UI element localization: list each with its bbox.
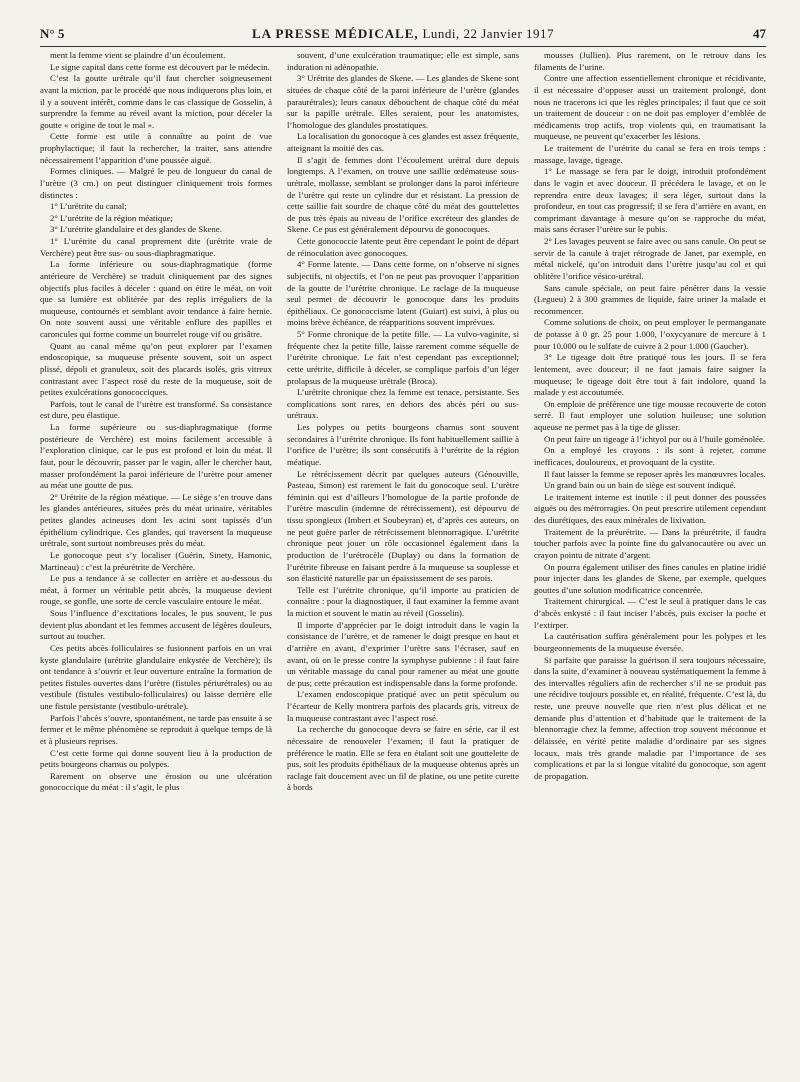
paragraph: Sous l’influence d’excitations locales, le pus souvent, le pus devient plus abondant et les femmes accusent de légères douleurs, surtout au toucher.	[40, 608, 272, 642]
paragraph: On a employé les crayons : ils sont à rejeter, comme inefficaces, douloureux, et provoquant de la cystite.	[534, 445, 766, 467]
paragraph: Un grand bain ou un bain de siège est souvent indiqué.	[544, 480, 736, 491]
column-middle	[287, 50, 519, 1074]
paragraph: Quant au canal même qu’on peut explorer par l’examen endoscopique, sa muqueuse présente souvent, soit un aspect plissé, dépoli et granuleux, soit des placards isolés, gris vitreux contrastant avec l’aspect rosé du reste de la muqueuse, soit de petites exulcérations gonococciques.	[40, 340, 272, 398]
paragraph: 2° Urétrite de la région méatique. — Le siège s’en trouve dans les glandes antérieures, situées près du méat urinaire, véritables petites glandes acineuses dont les acini sont tapissés d’un épithélium cylindrique. Ces glandes, qui traversent la muqueuse urétrale, sont surtout nombreuses près du méat.	[40, 491, 272, 549]
paragraph: L’urétrite chronique chez la femme est tenace, persistante. Ses complications sont rares, en dehors des abcès péri ou sus-urétraux.	[287, 387, 519, 421]
paragraph: Il s’agit de femmes dont l’écoulement urétral dure depuis longtemps. A l’examen, on trouve une saillie œdémateuse sous-urétrale, mollasse, semblant se prolonger dans la paroi inférieure de l’urètre qui reste un cylindre dur et résistant. La pression de cette saillie fait sourdre de chaque côté du méat des gouttelettes de pus très épais au niveau de l’orifice excréteur des glandes de Skene. Ce pus est généralement dépourvu de gonocoques.	[287, 154, 519, 235]
paragraph: Le traitement interne est inutile : il peut donner des poussées aiguës ou des métrorragies. On peut prescrire utilement cependant des diurétiques, des eaux minérales de lixivation.	[534, 491, 766, 525]
paragraph: Le traitement de l’urétrite du canal se fera en trois temps : massage, lavage, tigeage.	[534, 143, 766, 165]
paragraph: La localisation du gonocoque à ces glandes est assez fréquente, atteignant la moitié des cas.	[287, 131, 519, 153]
paragraph: L’examen endoscopique pratiqué avec un petit spéculum ou l’écarteur de Kelly montrera parfois des placards gris, vitreux de la muqueuse contrastant avec l’aspect rosé.	[287, 689, 519, 723]
paragraph: 1° L’urétrite du canal proprement dite (urétrite vraie de Verchère) peut être sus- ou sous-diaphragmatique.	[40, 236, 272, 258]
paragraph: souvent, d’une exulcération traumatique; elle est simple, sans induration ni adénopathie.	[287, 50, 519, 72]
paragraph: On emploie de préférence une tige mousse recouverte de coton serré. Il faut employer une solution huileuse; une solution aqueuse ne permet pas à la tige de glisser.	[534, 398, 766, 432]
paragraph: Parfois, tout le canal de l’urètre est transformé. Sa consistance est dure, peu élastique.	[40, 398, 272, 421]
issue-number: N° 5	[40, 26, 65, 41]
paragraph: mousses (Jullien). Plus rarement, on le retrouv dans les filaments de l’urine.	[534, 50, 766, 72]
paragraph: On pourra également utiliser des fines canules en platine iridié pour injecter dans les glandes de Skene, par exemple, quelques gouttes d’une solution modificatrice concentrée.	[534, 561, 766, 595]
paragraph: C’est la goutte urétrale qu’il faut chercher soigneusement avant la miction, par le procédé que nous indiquerons plus loin, et il y a souvent intérêt, comme dans le cas classique de Gosselin, à surprendre la femme au réveil avant la miction, pour déceler la goutte « origine de tout le mal ».	[40, 73, 272, 130]
paragraph: C’est cette forme qui donne souvent lieu à la production de petits bourgeons charnus ou polypes.	[40, 747, 272, 770]
paragraph: 1° Le massage se fera par le doigt, introduit profondément dans le vagin et avec douceur. Il précédera le lavage, et on le reprendra entre deux lavages; il sera léger, surtout dans la profondeur, en tout cas progressif; il se fera d’arrière en avant, en comprimant davantage à mesure qu’on se rapproche du méat, mais sans écraser l’urètre sur le pubis.	[534, 166, 766, 235]
journal-title	[40, 26, 766, 42]
issue-date: Lundi, 22 Janvier 1917	[422, 26, 555, 41]
paragraph: Le gonocoque peut s’y localiser (Guérin, Sinety, Hamonic, Martineau) : c’est la préurétrite de Verchère.	[40, 549, 272, 572]
paragraph: Il faut laisser la femme se reposer après les manœuvres locales.	[544, 468, 766, 479]
paragraph: Sans canule spéciale, on peut faire pénétrer dans la vessie (Legueu) 2 à 300 grammes de liquide, faire uriner la malade et recommencer.	[534, 282, 766, 316]
paragraph: Il importe d’apprécier par le doigt introduit dans le vagin la consistance de l’urètre, et de ramener le doigt presque en haut et d’arrière en avant, d’exprimer l’urètre sans l’écraser, sauf en avant, où on le presse contre la symphyse pubienne : il faut faire un véritable massage du canal pour ramener au méat une goutte de pus; cette précaution est indispensable dans la forme profonde.	[287, 619, 519, 688]
paragraph: Ces petits abcès folliculaires se fusionnent parfois en un vrai kyste glandulaire (urétrite glandulaire enkystée de Verchère); ils ont tendance à s’ouvrir et leur ouverture entraîne la formation de petites fistules ouvertes dans l’urètre (fistules périurétrales) ou au vestibule (fistules vestibulo-folliculaires) ou laisse derrière elle une fistule persistante (vestibulo-urétrale).	[40, 642, 272, 711]
paragraph: ment la femme vient se plaindre d’un écoulement.	[50, 50, 226, 60]
paragraph: Si parfaite que paraisse la guérison il sera toujours nécessaire, dans la suite, d’examiner à nouveau systématiquement la femme à des intervalles réguliers afin de rechercher s’il ne se produit pas une récidive toujours possible et, en réalité, fréquente. C’est là, du reste, une preuve nouvelle que rien n’est plus délicat et ne demande plus d’attention et d’habitude que le traitement de la blennorragie chez la femme, affection trop souvent méconnue et délaissée, en vérité petite maladie d’ordinaire par ses signes locaux, mais très grande maladie par l’importance de ses complications et par la si longue vitalité du gonocoque, son agent de propagation.	[534, 654, 766, 781]
paragraph: 3° Urétrite des glandes de Skene. — Les glandes de Skene sont situées de chaque côté de la paroi inférieure de l’urètre (glandes paraurétrales); leurs canaux débouchent de chaque côté du méat sur la papille urétrale. Elles seraient, pour les anatomistes, l’homologue des glandules prostatiques.	[287, 73, 519, 130]
paragraph: 1° L’urétrite du canal;	[50, 201, 127, 212]
paragraph: Contre une affection essentiellement chronique et récidivante, il est nécessaire d’opposer aussi un traitement prolongé, dont nous ne tracerons ici que les règles principales; il faut que ce soit un traitement de douceur : on ne doit pas employer d’emblée de médicaments trop actifs, trop violents qui, en traumatisant la muqueuse, ne peuvent qu’exacerber les lésions.	[534, 73, 766, 142]
page-number: 47	[753, 26, 766, 41]
paragraph: Les polypes ou petits bourgeons charnus sont souvent secondaires à l’urétrite chronique. Ils font habituellement saillie à l’orifice de l’urètre; ils sont consécutifs à l’urétrite de la région méatique.	[287, 422, 519, 467]
paragraph: La forme supérieure ou sus-diaphragmatique (forme postérieure de Verchère) est moins facilement accessible à l’exploration clinique, car le pus est profond et loin du méat. Il faut, pour le découvrir, passer par le vagin, aller le chercher haut, masser profondément la paroi inférieure de l’urètre pour amener au méat une goutte de pus.	[40, 422, 272, 491]
paragraph: Telle est l’urétrite chronique, qu’il importe au praticien de connaître : pour la diagnostiquer, il faut examiner la femme avant la miction et souvent le matin au réveil (Gosselin).	[287, 584, 519, 618]
paragraph: Traitement de la préurétrite. — Dans la préurétrite, il faudra toucher parfois avec la pointe fine du galvanocautère ou avec un crayon pointu de nitrate d’argent.	[534, 526, 766, 560]
paragraph: Traitement chirurgical. — C’est le seul à pratiquer dans le cas d’abcès enkysté : il faut inciser l’abcès, puis exciser la poche et l’extirper.	[534, 596, 766, 630]
paragraph: 2° Les lavages peuvent se faire avec ou sans canule. On peut se servir de la canule à trajet rétrograde de Janet, par exemple, en métal nickelé, qu’on introduit dans l’urètre jusqu’au col et qui oblitère l’orifice vésico-urétral.	[534, 236, 766, 281]
column-left	[40, 50, 272, 1074]
paragraph: Cette forme est utile à connaître au point de vue prophylactique; il faut la rechercher, la traiter, sans attendre nécessairement l’apparition d’une poussée aiguë.	[40, 131, 272, 165]
paragraph: Le pus a tendance à se collecter en arrière et au-dessous du méat, à former un véritable petit abcès, la muqueuse devient rouge, se gonfle, une sorte de cercle vasculaire entoure le méat.	[40, 573, 272, 607]
paragraph: Le signe capital dans cette forme est découvert par le médecin.	[50, 61, 270, 72]
paragraph: 3° Le tigeage doit être pratiqué tous les jours. Il se fera lentement, avec douceur; il ne faut jamais faire saigner la muqueuse; le tigeage doit être tout à fait indolore, quand la malade y est accoutumée.	[534, 352, 766, 398]
journal-name: LA PRESSE MÉDICALE,	[251, 26, 419, 41]
paragraph: 5° Forme chronique de la petite fille. — La vulvo-vaginite, si fréquente chez la petite fille, laisse rarement comme séquelle de l’urétrite chronique. Le fait n’est cependant pas exceptionnel; cette urétrite, difficile à déceler, se complique parfois d’un léger prolapsus de la muqueuse urétrale (Broca).	[287, 329, 519, 386]
paragraph: 2° L’urétrite de la région méatique;	[50, 212, 173, 223]
article-body	[40, 50, 766, 1074]
paragraph: Le rétrécissement décrit par quelques auteurs (Génouville, Pasteau, Simon) est rarement le fait du gonocoque seul. L’urètre féminin qui est d’ailleurs l’homologue de la partie profonde de l’urètre masculin (indemne de rétrécissement), est dépourvu de tissu spongieux (Imbert et Soubeyran) et, d’après ces auteurs, on ne peut guère parler de rétrécissement blennorragique. L’urétrite chronique peut jouer un rôle occasionnel également dans la production de l’urétrocèle (Duplay) ou dans la formation de l’urétrite fibreuse en faisant perdre à la muqueuse sa souplesse et son élasticité naturelle par un épaississement de ses parois.	[287, 468, 519, 584]
paragraph: 4° Forme latente. — Dans cette forme, on n’observe ni signes subjectifs, ni objectifs, et l’on ne peut pas provoquer l’apparition de la goutte de l’urétrite chronique. Le raclage de la muqueuse seul permet de découvrir le gonocoque dans les produits épithéliaux. Ce gonococcisme latent (Guiart) est suivi, à plus ou moins brève échéance, de réapparitions souvent imprévues.	[287, 259, 519, 328]
paragraph: La forme inférieure ou sous-diaphragmatique (forme antérieure de Verchère) se traduit cliniquement par des signes objectifs plus faciles à déceler : quand on étire le méat, on voit que sa lumière est oblitérée par des replis irréguliers de la muqueuse, contournés et semblant avoir tendance à faire hernie. On note souvent aussi une véritable enflure des papilles et caroncules qui forme comme un bourrelet rouge vif ou grisâtre.	[40, 259, 272, 339]
paragraph: Cette gonococcie latente peut être cependant le point de départ de réinoculation avec gonocoques.	[287, 236, 519, 258]
paragraph: Formes cliniques. — Malgré le peu de longueur du canal de l’urètre (3 cm.) on peut distinguer cliniquement trois formes distinctes :	[40, 166, 272, 200]
page-header	[40, 26, 766, 47]
paragraph: La recherche du gonocoque devra se faire en série, car il est nécessaire de renouveler l’examen; il faut la pratiquer de préférence le matin. Elle se fera en étalant soit une gouttelette de pus, soit les produits épithéliaux de la muqueuse obtenus après un raclage fait doucement avec un fil de platine, ou une petite curette à bords	[287, 724, 519, 793]
paragraph: Parfois l’abcès s’ouvre, spontanément, ne tarde pas ensuite à se fermer et le même phénomène se reproduit à quelque temps de là et à plusieurs reprises.	[40, 712, 272, 746]
paragraph: On peut faire un tigeage à l’ichtyol pur ou à l’huile goménolée.	[544, 433, 766, 444]
paragraph: 3° L’urétrite glandulaire et des glandes de Skene.	[50, 224, 222, 235]
paragraph: Comme solutions de choix, on peut employer le permanganate de potasse à 0 gr. 25 pour 1.000, l’oxycyanure de mercure à 1 pour 10.000 ou le sulfate de cuivre à 2 pour 1.000 (Gaucher).	[534, 317, 766, 351]
paragraph: Rarement on observe une érosion ou une ulcération gonococcique du méat : il s’agit, le plus	[40, 770, 272, 793]
paragraph: La cautérisation suffira généralement pour les polypes et les bourgeonnements de la muqueuse éversée.	[534, 631, 766, 653]
column-right	[534, 50, 766, 1074]
